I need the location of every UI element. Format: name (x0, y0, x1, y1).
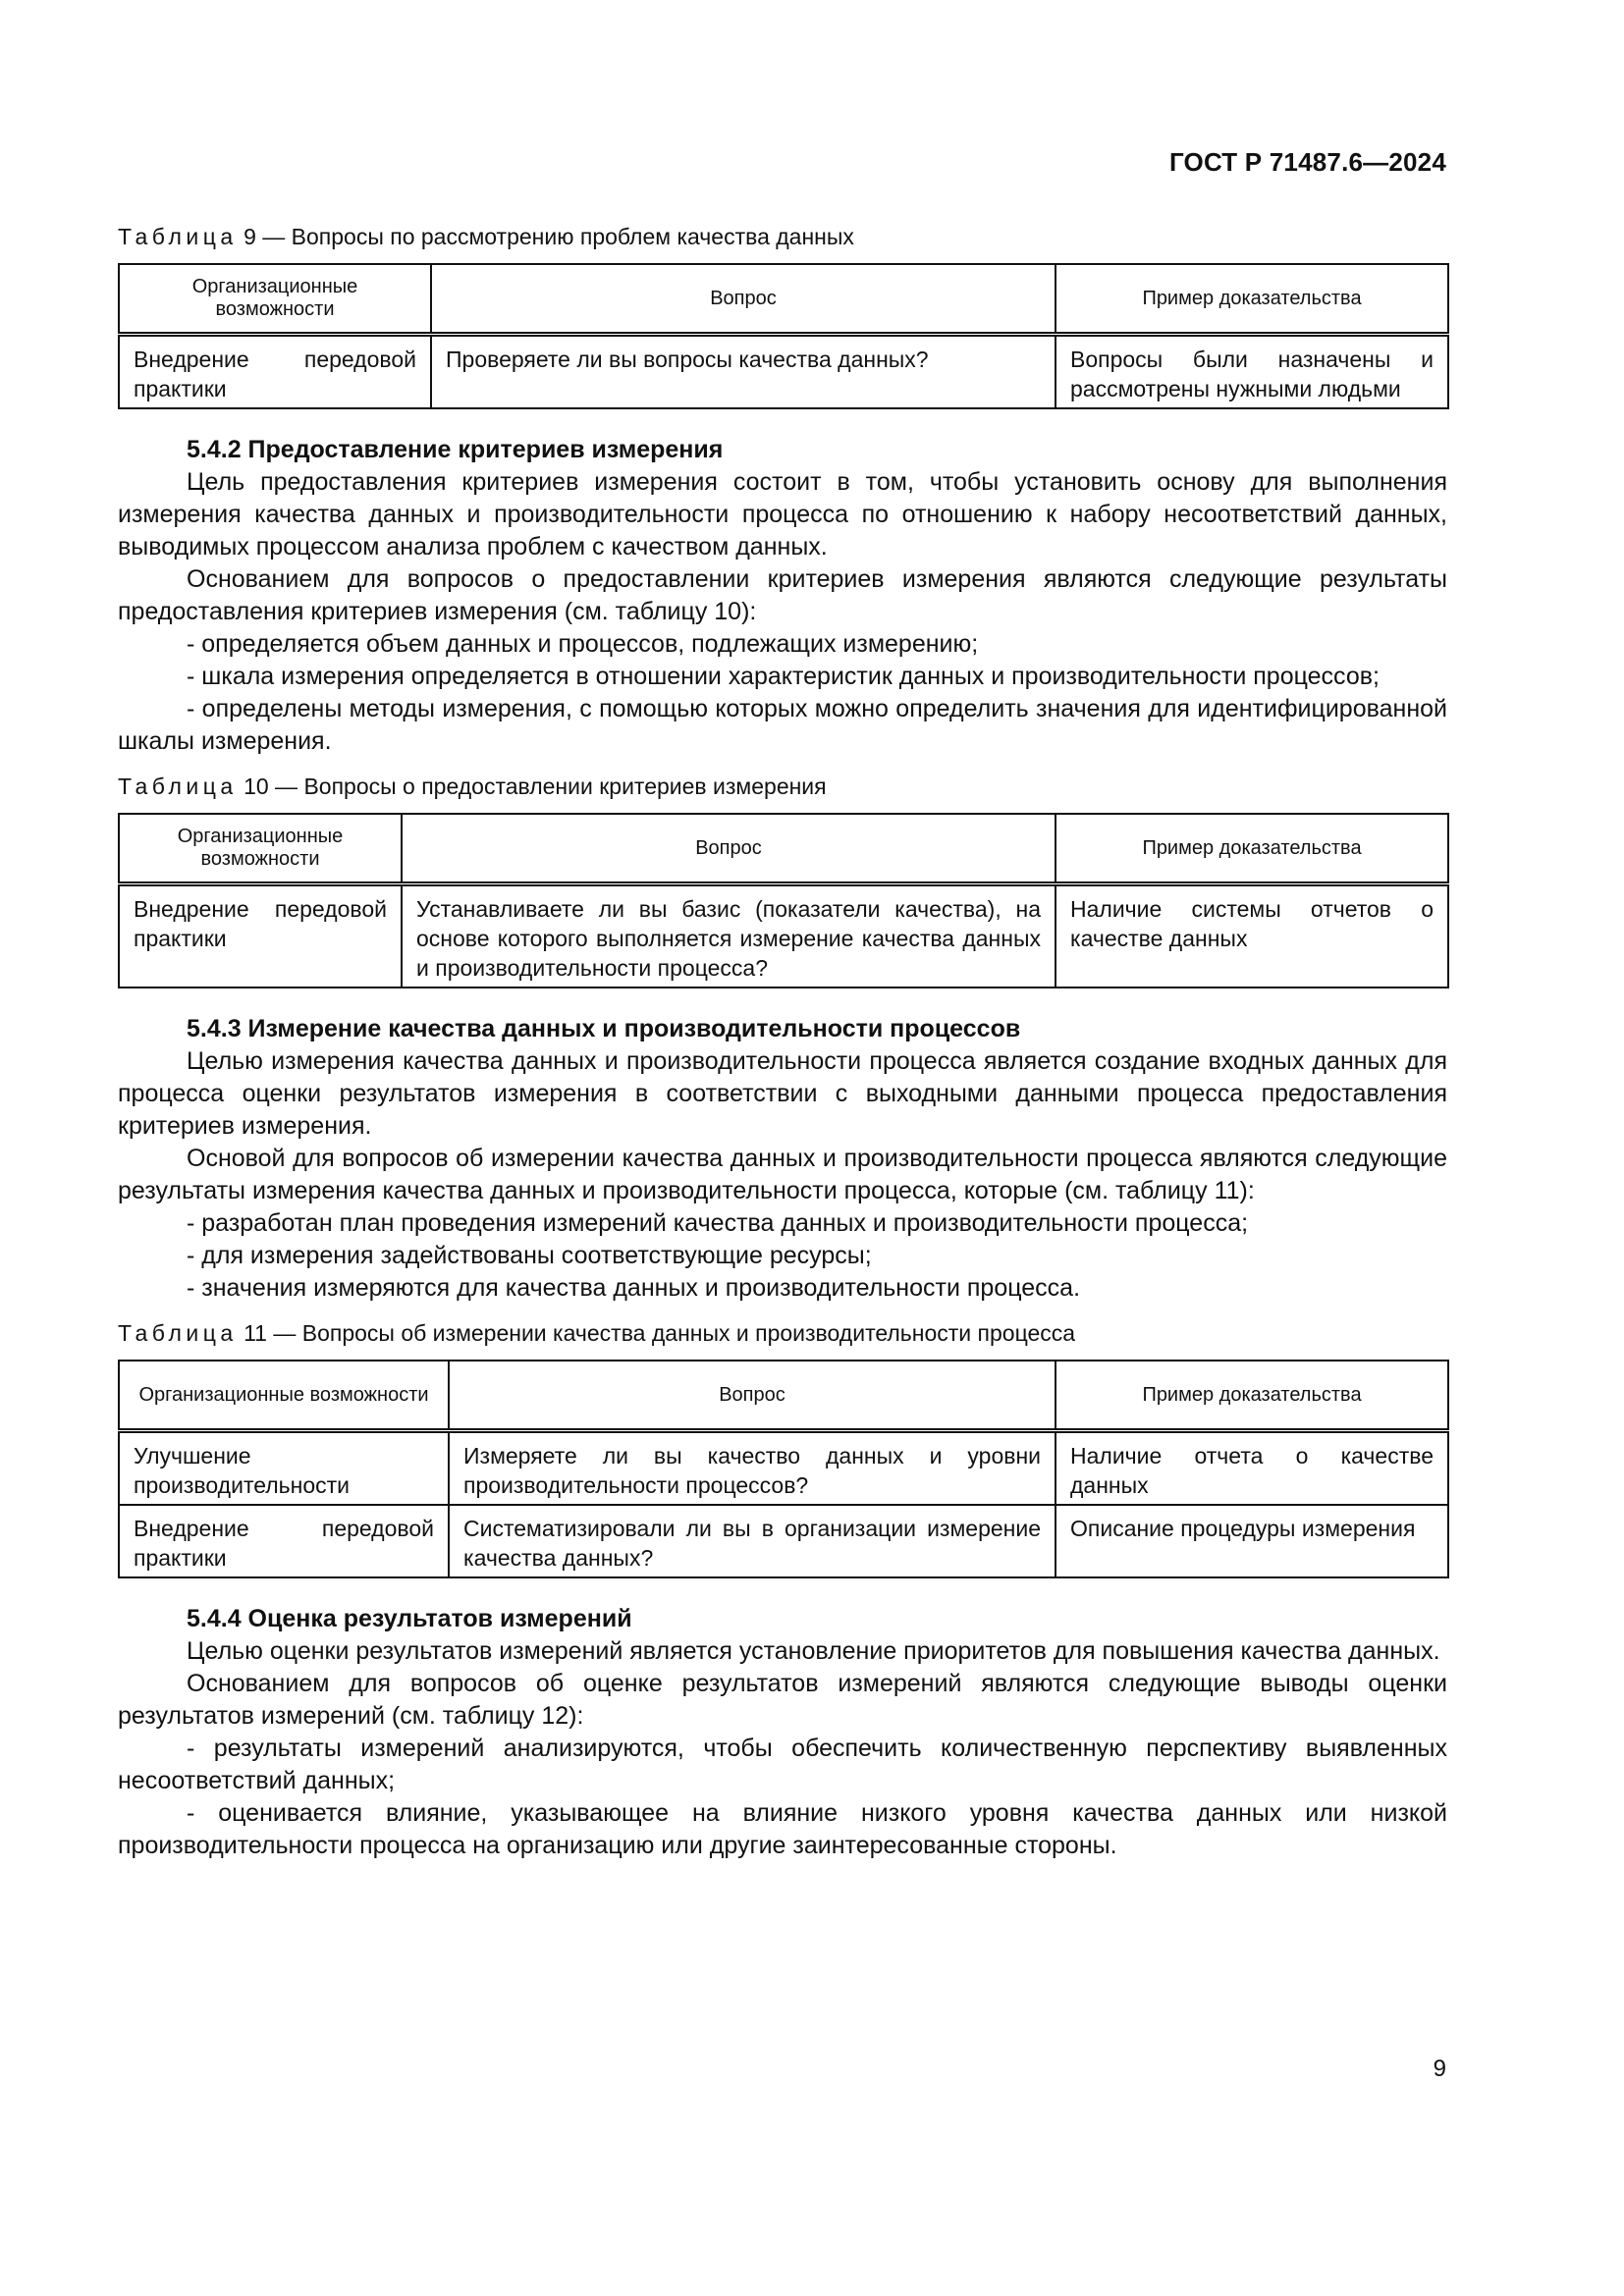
list-item: - значения измеряются для качества данных и производительности процесса. (187, 1274, 1081, 1302)
table-cell: Проверяете ли вы вопросы качества данных? (431, 335, 1056, 409)
page-number: 9 (1433, 2056, 1446, 2082)
section-5-4-2-title: 5.4.2 Предоставление критериев измерения (187, 436, 724, 463)
list-item: - для измерения задействованы соответствующие ресурсы; (187, 1242, 872, 1269)
table-9 (118, 263, 1449, 409)
col-header-evidence: Пример доказательства (1056, 1361, 1448, 1431)
col-header-question: Вопрос (402, 814, 1056, 884)
table-header-row (119, 1361, 1448, 1431)
table-cell: Наличие системы отчетов о качестве данных (1056, 884, 1448, 988)
table-10-caption-text: 10 — Вопросы о предоставлении критериев измерения (237, 774, 827, 799)
table-9-caption-text: 9 — Вопросы по рассмотрению проблем качества данных (237, 224, 854, 249)
paragraph: Основанием для вопросов об оценке результатов измерений являются следующие выводы оценки результатов измерений (см. таблицу 12): (118, 1670, 1447, 1730)
table-11-caption-text: 11 — Вопросы об измерении качества данных и производительности процесса (237, 1320, 1076, 1346)
table-row (119, 335, 1448, 409)
col-header-capabilities: Организационные возможности (119, 814, 402, 884)
table-10 (118, 813, 1449, 988)
paragraph: Целью измерения качества данных и производительности процесса является создание входных данных для процесса оценки результатов измерения в соответствии с выходными данными процесса предоставления критериев измерения. (118, 1047, 1447, 1140)
col-header-question: Вопрос (449, 1361, 1056, 1431)
table-cell: Систематизировали ли вы в организации измерение качества данных? (449, 1505, 1056, 1577)
table-row (119, 1505, 1448, 1577)
col-header-evidence: Пример доказательства (1056, 814, 1448, 884)
paragraph: Цель предоставления критериев измерения состоит в том, чтобы установить основу для выполнения измерения качества данных и производительности процесса по отношению к набору несоответствий данных, выводимых процессом анализа проблем с качеством данных. (118, 468, 1447, 561)
list-item: - оценивается влияние, указывающее на влияние низкого уровня качества данных или низкой производительности процесса на организацию или другие заинтересованные стороны. (118, 1799, 1447, 1859)
table-11-caption-prefix: Таблица (118, 1320, 238, 1346)
table-10-caption (118, 772, 1447, 801)
col-header-question: Вопрос (431, 264, 1056, 335)
table-cell: Вопросы были назначены и рассмотрены нужными людьми (1056, 335, 1448, 409)
table-cell: Улучшение производительности (119, 1431, 449, 1506)
paragraph: Основанием для вопросов о предоставлении критериев измерения являются следующие результаты предоставления критериев измерения (см. таблицу 10): (118, 565, 1447, 625)
col-header-capabilities: Организационные возможности (119, 264, 431, 335)
list-item: - результаты измерений анализируются, чтобы обеспечить количественную перспективу выявленных несоответствий данных; (118, 1735, 1447, 1794)
page-content (118, 222, 1447, 1862)
list-item: - определены методы измерения, с помощью которых можно определить значения для идентифицированной шкалы измерения. (118, 695, 1447, 755)
table-9-caption (118, 222, 1447, 251)
table-header-row (119, 814, 1448, 884)
table-cell: Внедрение передовой практики (119, 335, 431, 409)
col-header-capabilities: Организационные возможности (119, 1361, 449, 1431)
table-9-caption-prefix: Таблица (118, 224, 238, 249)
col-header-evidence: Пример доказательства (1056, 264, 1448, 335)
list-item: - шкала измерения определяется в отношении характеристик данных и производительности процессов; (187, 663, 1380, 690)
table-header-row (119, 264, 1448, 335)
table-10-caption-prefix: Таблица (118, 774, 238, 799)
table-cell: Устанавливаете ли вы базис (показатели качества), на основе которого выполняется измерение качества данных и производительности процесса? (402, 884, 1056, 988)
table-cell: Измеряете ли вы качество данных и уровни производительности процессов? (449, 1431, 1056, 1506)
document-standard-id: ГОСТ Р 71487.6—2024 (1168, 147, 1446, 177)
list-item: - разработан план проведения измерений качества данных и производительности процесса; (187, 1209, 1249, 1237)
table-row (119, 1431, 1448, 1506)
table-11 (118, 1360, 1449, 1578)
paragraph: Целью оценки результатов измерений является установление приоритетов для повышения качества данных. (187, 1637, 1440, 1665)
list-item: - определяется объем данных и процессов, подлежащих измерению; (187, 630, 979, 658)
section-5-4-4-title: 5.4.4 Оценка результатов измерений (187, 1605, 632, 1632)
table-11-caption (118, 1318, 1447, 1348)
table-cell: Внедрение передовой практики (119, 884, 402, 988)
section-5-4-3-title: 5.4.3 Измерение качества данных и производительности процессов (187, 1015, 1021, 1042)
table-cell: Описание процедуры измерения (1056, 1505, 1448, 1577)
table-cell: Внедрение передовой практики (119, 1505, 449, 1577)
table-cell: Наличие отчета о качестве данных (1056, 1431, 1448, 1506)
table-row (119, 884, 1448, 988)
paragraph: Основой для вопросов об измерении качества данных и производительности процесса являются следующие результаты измерения качества данных и производительности процесса, которые (см. таблицу 11): (118, 1145, 1447, 1204)
